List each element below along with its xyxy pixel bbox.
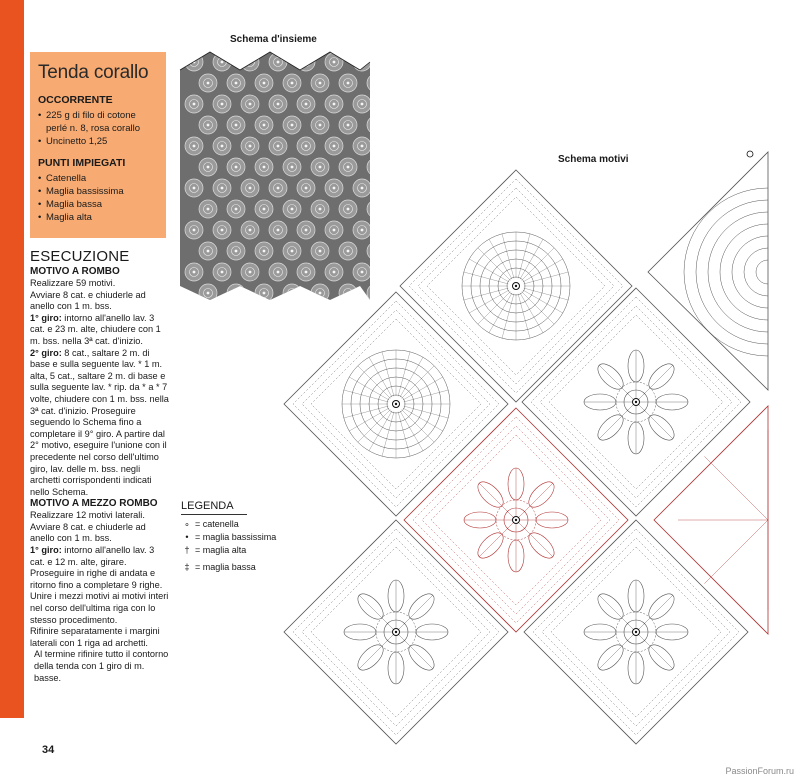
overview-motif: [325, 95, 343, 113]
overview-motif: [213, 179, 231, 197]
overview-motif: [339, 74, 357, 92]
overview-motif: [311, 116, 329, 134]
overview-motif: [241, 95, 259, 113]
mezzo-g1: [30, 545, 170, 568]
mezzo-heading: MOTIVO A MEZZO ROMBO: [30, 498, 158, 510]
slip-stitch-icon: •: [185, 532, 189, 542]
pattern-title: Tenda corallo: [38, 62, 149, 83]
mezzo-p3: Proseguire in righe di andata e ritorno fino a completare 9 righe. Unire i mezzi motivi ai motivi interi nel corso dell'ultima riga con lo stesso procedimento.: [30, 568, 169, 625]
page-number: 34: [42, 744, 55, 756]
motif-diamond-petal: [284, 520, 508, 744]
site-credit: PassionForum.ru: [725, 766, 794, 776]
legend-label: = maglia bassissima: [195, 532, 277, 542]
materials-box: [30, 52, 166, 238]
rombo-g2: [30, 348, 170, 499]
list-item: • Uncinetto 1,25: [38, 135, 158, 148]
mezzo-p4: Rifinire separatamente i margini laterali con 1 riga ad archetti.: [30, 626, 160, 648]
overview-motif: [311, 74, 329, 92]
overview-motif: [255, 74, 273, 92]
round-label: 2° giro:: [30, 347, 62, 358]
motif-diamond-ring: [284, 292, 508, 516]
list-item: • 225 g di filo di cotone perlé n. 8, rosa corallo: [38, 109, 158, 135]
overview-motif: [241, 179, 259, 197]
legend-row: [181, 519, 311, 530]
half-motif-ring: [648, 151, 768, 390]
overview-motif: [255, 200, 273, 218]
round-label: 1° giro:: [30, 312, 62, 323]
occorrente-list: [38, 109, 158, 148]
list-item: • Maglia alta: [38, 211, 158, 224]
double-crochet-icon: †: [184, 545, 190, 555]
overview-motif: [185, 179, 203, 197]
rombo-p1: Realizzare 59 motivi.: [30, 278, 116, 288]
overview-motif: [185, 137, 203, 155]
single-crochet-icon: ‡: [184, 562, 190, 572]
overview-motif: [269, 53, 287, 71]
round-label: 1° giro:: [30, 545, 62, 556]
punti-heading: PUNTI IMPIEGATI: [38, 157, 126, 169]
overview-motif: [213, 263, 231, 281]
round-text: intorno all'anello lav. 3 cat. e 23 m. alte, chiudere con 1 m. bss. nella 3ª cat. d'inizio.: [30, 312, 161, 346]
mezzo-p5: Al termine rifinire tutto il contorno della tenda con 1 giro di m. basse.: [34, 649, 169, 683]
chain-stitch-icon: ∘: [184, 519, 190, 529]
motif-diamond-red: [404, 408, 628, 632]
overview-motif: [297, 53, 315, 71]
legend-row: [181, 532, 311, 543]
overview-motif: [325, 53, 343, 71]
legend-label: = maglia alta: [195, 545, 247, 555]
legend-label: = catenella: [195, 519, 239, 529]
mezzo-p1: Realizzare 12 motivi laterali.: [30, 510, 145, 521]
round-text: intorno all'anello lav. 3 cat. e 12 m. alte, girare.: [30, 545, 155, 567]
legend-row: [181, 545, 311, 556]
overview-motif: [241, 137, 259, 155]
overview-motif: [297, 95, 315, 113]
overview-motif: [339, 116, 357, 134]
overview-motif: [185, 95, 203, 113]
overview-motif: [283, 74, 301, 92]
rombo-g1: [30, 313, 170, 348]
caption-schema-insieme: Schema d'insieme: [230, 34, 317, 45]
orange-edge-bar: [0, 0, 24, 718]
motif-diamond-petal: [524, 520, 748, 744]
motif-layer: [284, 151, 768, 744]
overview-motif: [227, 116, 245, 134]
overview-motif: [199, 284, 217, 300]
legend: [181, 500, 311, 575]
half-motif-red: [654, 406, 768, 634]
overview-motif: [227, 242, 245, 260]
overview-motif: [227, 284, 245, 300]
overview-motif: [185, 263, 203, 281]
list-item: • Maglia bassissima: [38, 185, 158, 198]
overview-motif: [213, 137, 231, 155]
rombo-heading: MOTIVO A ROMBO: [30, 266, 120, 277]
execution-heading: ESECUZIONE: [30, 248, 130, 265]
overview-motif: [199, 74, 217, 92]
motif-diamond-ring: [400, 170, 632, 402]
overview-motif: [227, 200, 245, 218]
caption-schema-motivi: Schema motivi: [558, 154, 629, 165]
overview-motif: [255, 242, 273, 260]
overview-motif: [283, 116, 301, 134]
overview-motif: [241, 263, 259, 281]
overview-motif: [241, 221, 259, 239]
overview-motif: [213, 95, 231, 113]
overview-motif: [185, 221, 203, 239]
list-item: • Maglia bassa: [38, 198, 158, 211]
mezzo-p2: Avviare 8 cat. e chiuderle ad anello con 1 m. bss.: [30, 521, 146, 544]
punti-list: [38, 172, 158, 224]
overview-motif: [353, 95, 371, 113]
overview-motif: [255, 116, 273, 134]
round-text: 8 cat., saltare 2 m. di base e sulla seguente lav. * 1 m. alta, 5 cat., saltare 2 m. di base e sulla seguente lav. * rip. da * a * 7 volte, chiudere con 1 m. bss. nella 3ª cat. d'inizio. Proseguire seguendo lo Schema fino a completare il 9° giro. A partire dal 2° motivo, eseguire l'unione con il precedente nel corso dell'ultimo giro, lav. delle m. bss. negli archetti corrispondenti indicati nello Schema.: [30, 347, 169, 497]
overview-motif: [227, 158, 245, 176]
overview-motif: [199, 200, 217, 218]
overview-motif: [199, 242, 217, 260]
legend-row: [181, 562, 311, 573]
occorrente-heading: OCCORRENTE: [38, 94, 113, 106]
overview-motif: [227, 74, 245, 92]
overview-motif: [255, 284, 273, 300]
schema-motivi-diagram: [276, 146, 792, 756]
overview-motif: [269, 95, 287, 113]
overview-motif: [199, 116, 217, 134]
rombo-p2: Avviare 8 cat. e chiuderle ad anello con 1 m. bss.: [30, 289, 146, 312]
execution-body: [30, 266, 170, 684]
overview-motif: [213, 221, 231, 239]
overview-motif: [241, 53, 259, 71]
overview-motif: [255, 158, 273, 176]
overview-motif: [199, 158, 217, 176]
legend-heading: LEGENDA: [181, 500, 247, 515]
list-item: • Catenella: [38, 172, 158, 185]
legend-label: = maglia bassa: [195, 562, 256, 572]
